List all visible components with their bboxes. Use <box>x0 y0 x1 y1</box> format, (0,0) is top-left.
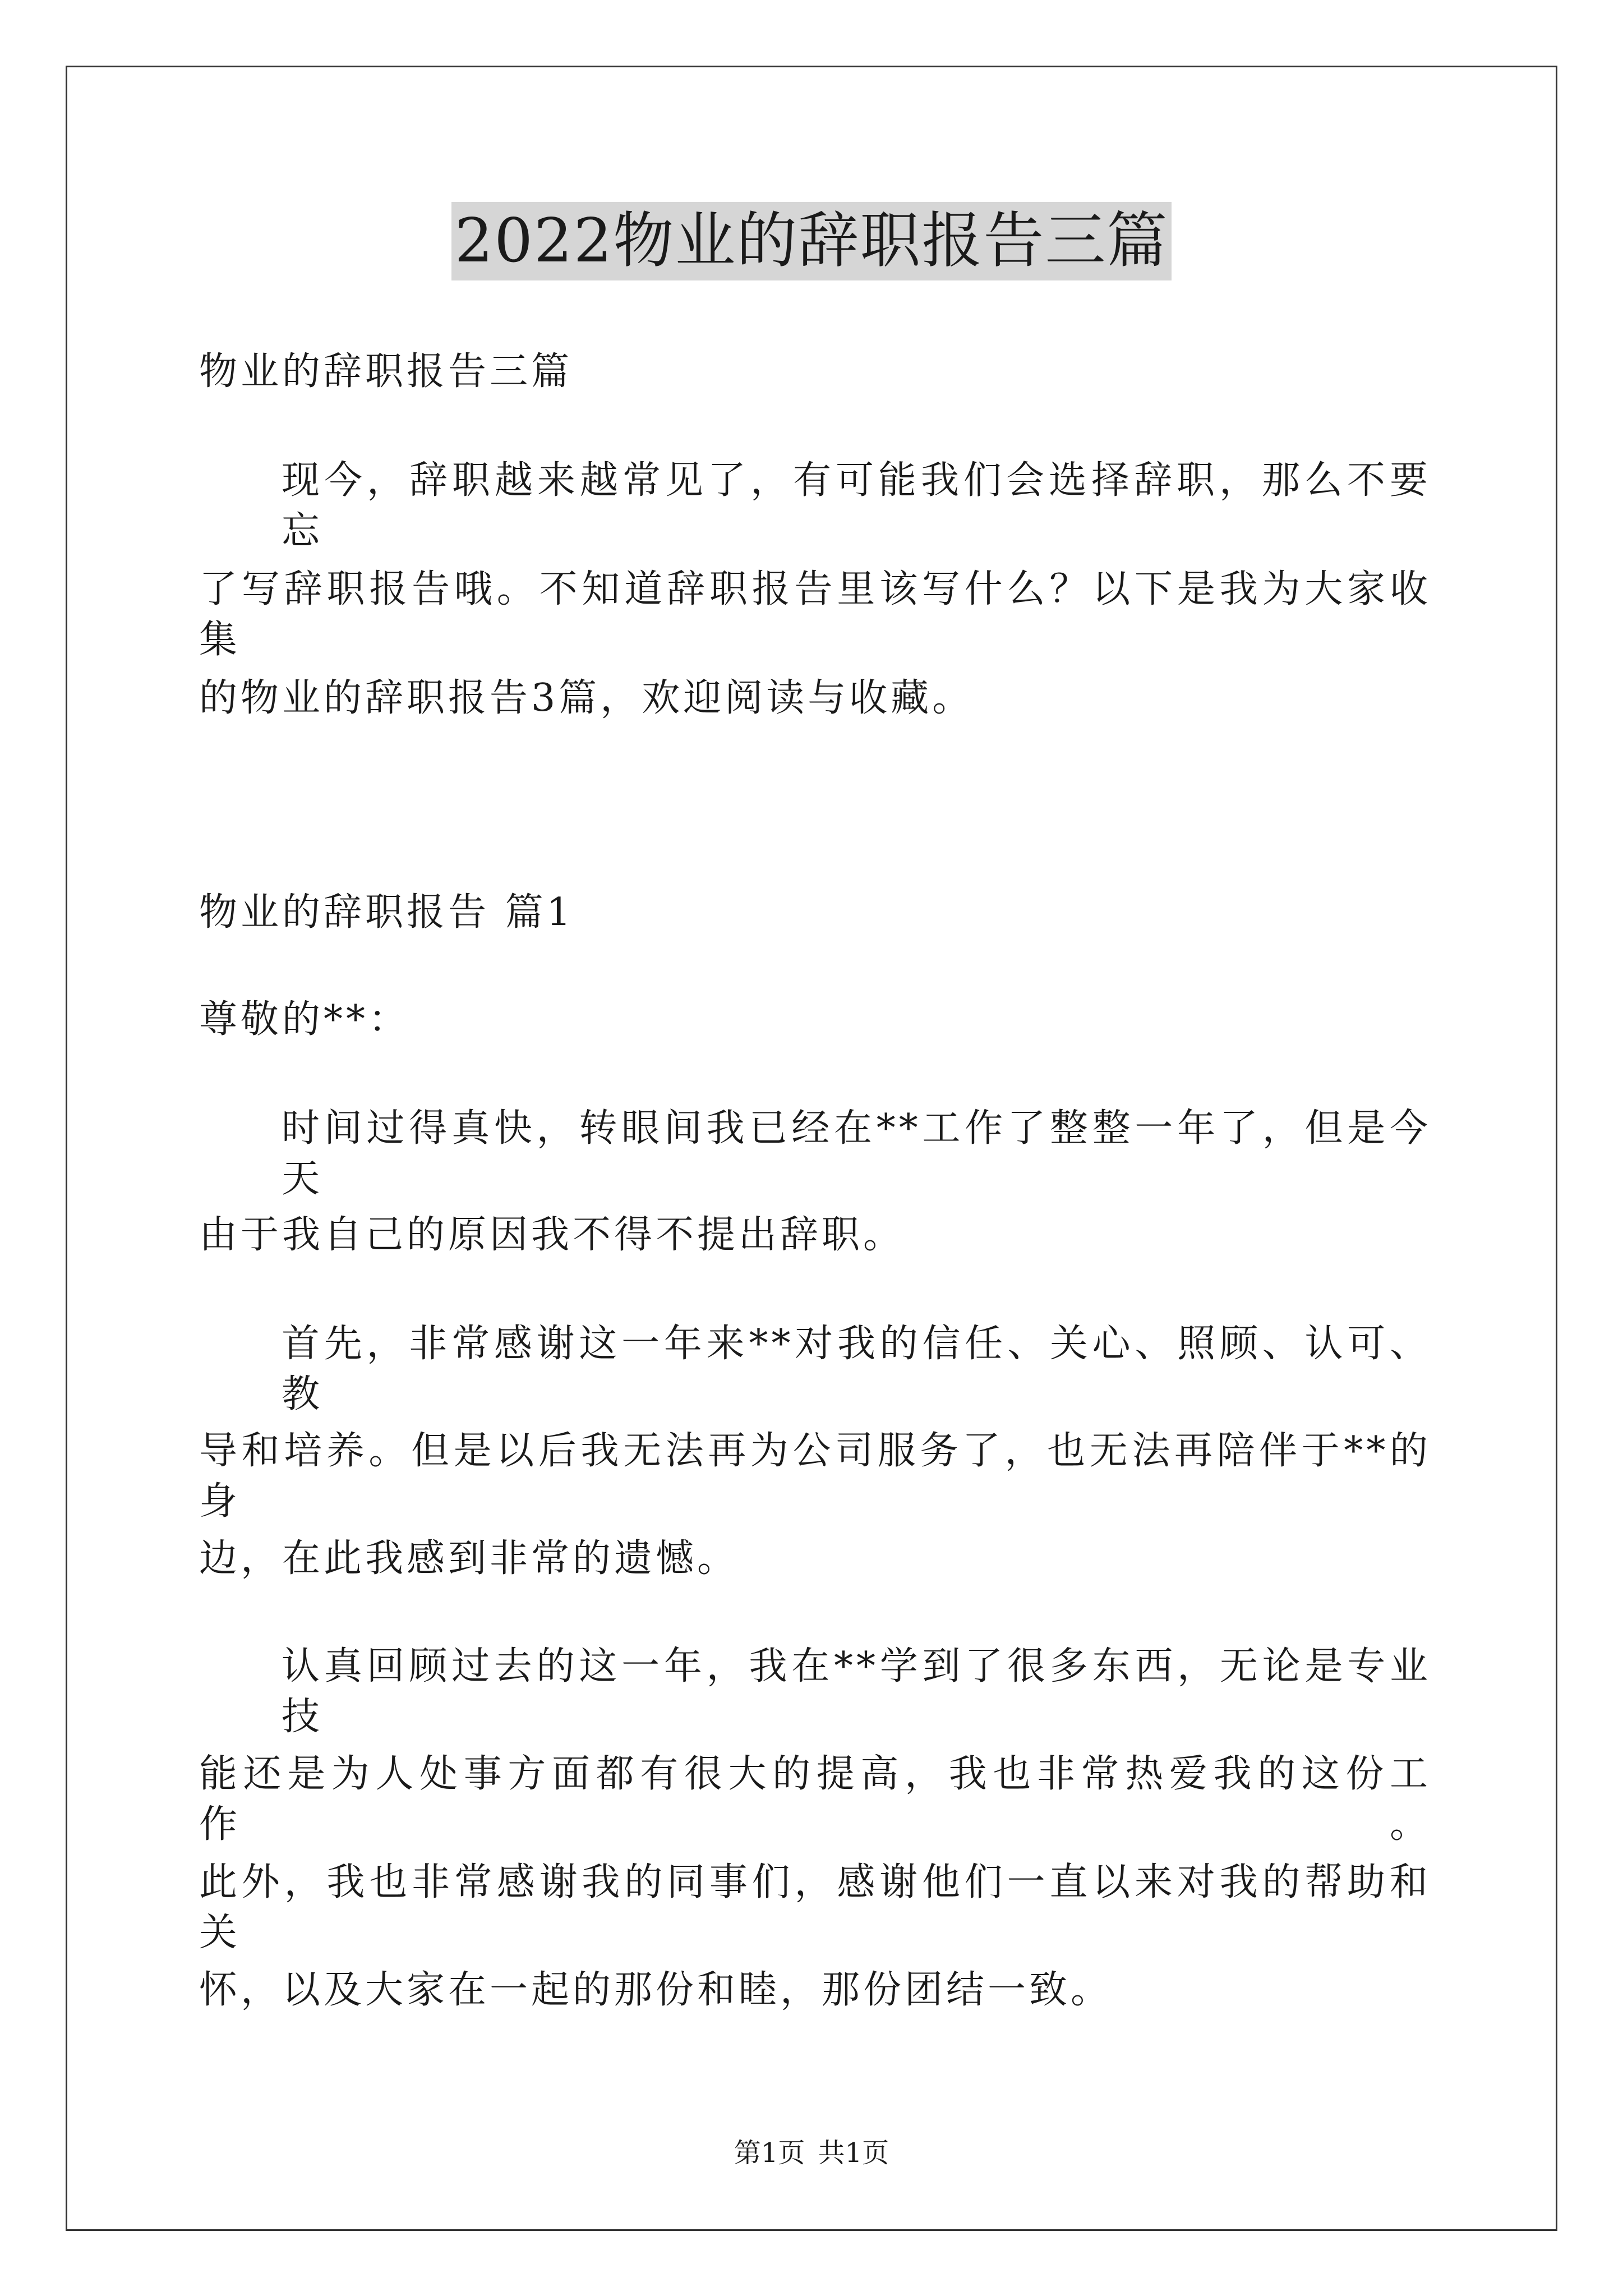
document-title: 2022物业的辞职报告三篇 <box>451 202 1172 280</box>
paragraph-line: 首先，非常感谢这一年来**对我的信任、关心、照顾、认可、教 <box>282 1322 1431 1416</box>
page-number: 第1页 <box>734 2137 805 2169</box>
paragraph-line: 现今，辞职越来越常见了，有可能我们会选择辞职，那么不要忘 <box>282 458 1431 553</box>
paragraph-line: 能还是为人处事方面都有很大的提高，我也非常热爱我的这份工作。 <box>199 1752 1431 1847</box>
page-total: 共1页 <box>818 2137 889 2169</box>
paragraph-line: 导和培养。但是以后我无法再为公司服务了，也无法再陪伴于**的身 <box>199 1429 1431 1524</box>
paragraph-line: 时间过得真快，转眼间我已经在**工作了整整一年了，但是今天 <box>282 1106 1431 1201</box>
paragraph-line: 由于我自己的原因我不得不提出辞职。 <box>199 1213 905 1257</box>
paragraph-line: 了写辞职报告哦。不知道辞职报告里该写什么？以下是我为大家收集 <box>199 567 1431 662</box>
paragraph-line: 的物业的辞职报告3篇，欢迎阅读与收藏。 <box>199 676 974 720</box>
section-heading: 物业的辞职报告 篇1 <box>199 890 574 935</box>
paragraph-line: 认真回顾过去的这一年，我在**学到了很多东西，无论是专业技 <box>282 1644 1431 1739</box>
salutation-line: 尊敬的**： <box>199 997 411 1042</box>
paragraph-line: 边，在此我感到非常的遗憾。 <box>199 1536 739 1581</box>
page-footer <box>0 2136 1623 2170</box>
title-container <box>0 202 1623 280</box>
paragraph-line: 此外，我也非常感谢我的同事们，感谢他们一直以来对我的帮助和关 <box>199 1860 1431 1955</box>
subtitle-line: 物业的辞职报告三篇 <box>199 349 573 394</box>
paragraph-line: 怀，以及大家在一起的那份和睦，那份团结一致。 <box>199 1968 1113 2012</box>
